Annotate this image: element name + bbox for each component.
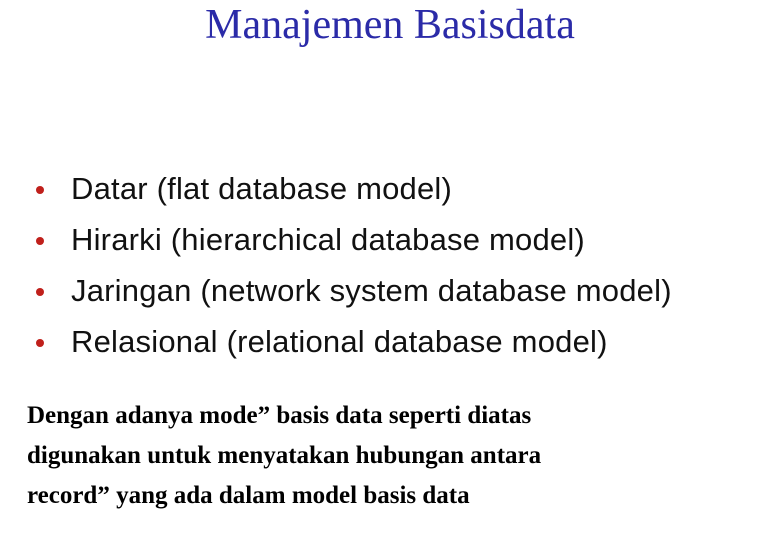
- bullet-text: Datar (flat database model): [71, 170, 453, 206]
- description-paragraph: [27, 396, 767, 516]
- bullet-text: Jaringan (network system database model): [71, 272, 672, 308]
- bullet-item: [32, 265, 780, 316]
- bullet-dot-icon: [36, 186, 44, 194]
- bullet-text: Relasional (relational database model): [71, 323, 608, 359]
- bullet-dot-icon: [36, 288, 44, 296]
- bullet-dot-icon: [36, 237, 44, 245]
- slide-title: Manajemen Basisdata: [205, 2, 575, 48]
- bullet-dot-icon: [36, 339, 44, 347]
- bullet-item: [32, 163, 780, 214]
- paragraph-line: digunakan untuk menyatakan hubungan antara: [27, 442, 542, 469]
- bullet-item: [32, 316, 780, 367]
- bullet-list: [32, 163, 780, 367]
- paragraph-line: record” yang ada dalam model basis data: [27, 482, 470, 509]
- bullet-text: Hirarki (hierarchical database model): [71, 221, 585, 257]
- paragraph-line: Dengan adanya mode” basis data seperti diatas: [27, 402, 532, 429]
- bullet-item: [32, 214, 780, 265]
